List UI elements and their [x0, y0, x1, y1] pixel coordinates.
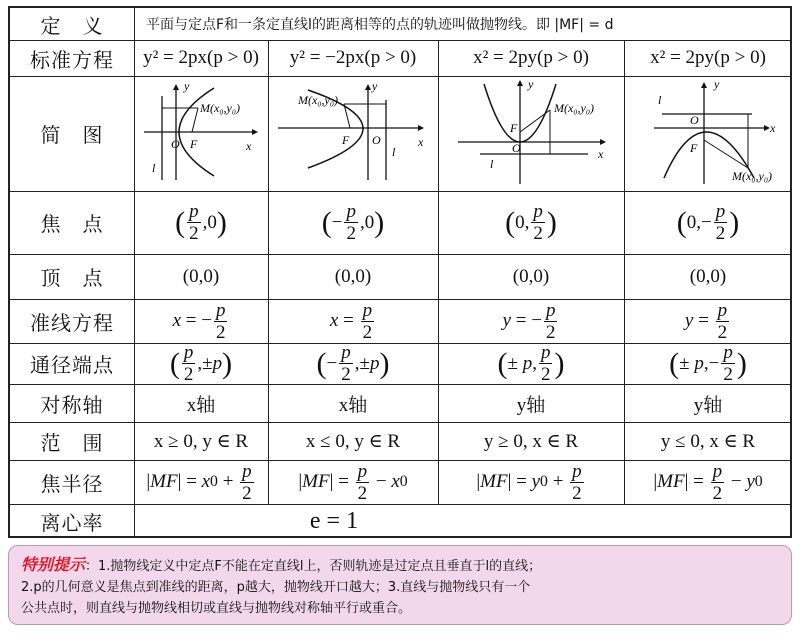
- label-O-2: O: [372, 133, 381, 147]
- label-M-4: M(x₀,y₀): [732, 169, 772, 183]
- label-l-4: l: [658, 93, 662, 107]
- diagram-right-opening: [134, 76, 268, 191]
- label-O-4: O: [690, 113, 699, 127]
- label-y-2: y: [372, 79, 378, 93]
- vertex-down: (0,0): [689, 265, 727, 287]
- vertex-up: (0,0): [512, 265, 550, 287]
- label-y: y: [184, 79, 190, 93]
- row-label-directrix: 准线方程: [30, 310, 114, 335]
- eccentricity-value: e = 1: [309, 507, 359, 534]
- note-line-2: 2.p的几何意义是焦点到准线的距离，p越大，抛物线开口越大；3.直线与抛物线只有一个: [21, 580, 531, 595]
- axis-right: x轴: [186, 394, 216, 416]
- equation-down: x² = 2py(p > 0): [650, 47, 766, 68]
- diagram-up-opening: [438, 76, 624, 191]
- equation-left: y² = −2px(p > 0): [289, 47, 417, 68]
- row-label-range: 范 围: [40, 430, 104, 455]
- label-F-3: F: [510, 121, 518, 135]
- label-x-3: x: [598, 147, 604, 161]
- range-down: y ≤ 0, x ∈ R: [660, 430, 756, 452]
- latus-up: ( ± p , $\frac{p}{2}$ ): [497, 342, 565, 385]
- row-label-diagram: 简 图: [40, 123, 104, 147]
- axis-left: x轴: [338, 394, 368, 416]
- focus-left: ( − $\frac{p}{2}$ ,0 ): [321, 201, 385, 244]
- label-l-2: l: [392, 145, 396, 159]
- row-label-definition: 定 义: [40, 13, 104, 38]
- label-M-2: M(x₀,y₀): [298, 93, 338, 107]
- row-label-eccentricity: 离心率: [40, 510, 104, 535]
- label-l: l: [152, 161, 156, 175]
- label-F: F: [190, 137, 198, 151]
- focal-radius-left: | MF | = $\frac{p}{2}$ − x 0: [298, 460, 408, 504]
- directrix-up: y = − $\frac{p}{2}$: [502, 299, 556, 343]
- label-M-3: M(x₀,y₀): [554, 101, 594, 115]
- latus-down: ( ± p ,− $\frac{p}{2}$ ): [669, 342, 747, 385]
- equation-right: y² = 2px(p > 0): [143, 47, 259, 68]
- equation-up: x² = 2py(p > 0): [473, 47, 589, 68]
- label-M: M(x₀,y₀): [200, 101, 240, 115]
- note-title: 特别提示: [21, 555, 86, 574]
- label-y-3: y: [528, 77, 534, 91]
- range-right: x ≥ 0, y ∈ R: [153, 430, 249, 452]
- directrix-down: y = $\frac{p}{2}$: [684, 299, 728, 343]
- axis-down: y轴: [693, 394, 723, 416]
- focus-up: ( 0, $\frac{p}{2}$ ): [505, 201, 557, 244]
- axis-up: y轴: [516, 394, 546, 416]
- vertex-right: (0,0): [182, 265, 220, 287]
- note-line-1: [21, 554, 779, 577]
- latus-left: ( − $\frac{p}{2}$ ,± p ): [316, 342, 390, 385]
- range-up: y ≥ 0, x ∈ R: [483, 430, 579, 452]
- label-O: O: [171, 137, 180, 151]
- directrix-right: x = − $\frac{p}{2}$: [172, 299, 226, 343]
- row-label-vertex: 顶 点: [40, 266, 104, 290]
- focal-radius-right: | MF | = x 0 + $\frac{p}{2}$: [146, 460, 252, 504]
- label-x-4: x: [770, 121, 776, 135]
- special-note-box: [8, 545, 792, 625]
- note-line-1-text: ：1.抛物线定义中定点F不能在定直线l上，否则轨迹是过定点且垂直于l的直线；: [85, 559, 542, 574]
- label-x: x: [246, 139, 252, 153]
- row-label-axis: 对称轴: [40, 392, 104, 417]
- note-line-3: 公共点时，则直线与抛物线相切或直线与抛物线对称轴平行或重合。: [21, 601, 412, 616]
- definition-text: 平面与定点F和一条定直线l的距离相等的点的轨迹叫做抛物线。即 |MF| = d: [146, 17, 614, 33]
- label-l-3: l: [490, 157, 494, 171]
- focus-right: ( $\frac{p}{2}$ ,0 ): [175, 201, 227, 244]
- label-x-2: x: [418, 135, 424, 149]
- label-O-3: O: [512, 141, 521, 155]
- vertex-left: (0,0): [334, 265, 372, 287]
- row-label-standard-equation: 标准方程: [30, 47, 114, 72]
- focal-radius-down: | MF | = $\frac{p}{2}$ − y 0: [653, 460, 763, 504]
- row-label-latus-rectum: 通径端点: [30, 353, 114, 377]
- diagram-down-opening: [624, 76, 792, 191]
- focus-down: ( 0,− $\frac{p}{2}$ ): [676, 201, 740, 244]
- range-left: x ≤ 0, y ∈ R: [305, 430, 401, 452]
- row-label-focal-radius: 焦半径: [40, 471, 104, 496]
- label-F-4: F: [690, 141, 698, 155]
- focal-radius-up: | MF | = y 0 + $\frac{p}{2}$: [476, 460, 582, 504]
- label-y-4: y: [714, 77, 720, 91]
- diagram-left-opening: [268, 76, 438, 191]
- directrix-left: x = $\frac{p}{2}$: [329, 299, 373, 343]
- latus-right: ( $\frac{p}{2}$ ,± p ): [169, 342, 233, 385]
- row-label-focus: 焦 点: [40, 212, 104, 236]
- parabola-properties-table: [8, 6, 792, 538]
- label-F-2: F: [342, 133, 350, 147]
